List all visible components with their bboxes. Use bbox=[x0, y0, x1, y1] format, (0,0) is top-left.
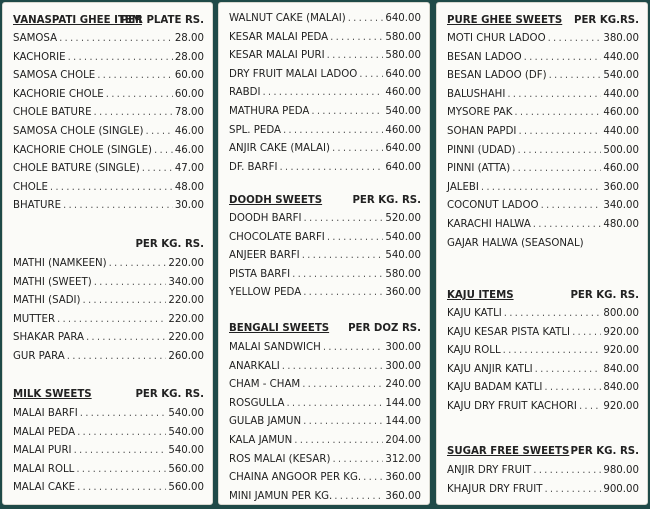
item-price: 460.00 bbox=[385, 124, 421, 136]
dot-leader bbox=[286, 395, 383, 413]
item-price: 48.00 bbox=[174, 181, 204, 193]
dot-leader bbox=[518, 142, 602, 160]
item-name: MYSORE PAK bbox=[447, 107, 513, 119]
item-price: 580.00 bbox=[385, 50, 421, 62]
item-price: 920.00 bbox=[603, 401, 639, 412]
item-name: PINNI (ATTA) bbox=[447, 163, 511, 175]
dot-leader bbox=[283, 122, 383, 140]
vanaspati-ghee-item-header bbox=[13, 12, 204, 30]
item-price: 300.00 bbox=[385, 342, 421, 353]
menu-item bbox=[13, 123, 204, 141]
item-name: MALAI CAKE bbox=[13, 482, 76, 494]
menu-item bbox=[229, 395, 421, 413]
section-0-1-header bbox=[13, 236, 204, 254]
menu-item bbox=[447, 30, 639, 48]
item-name: MALAI PURI bbox=[13, 445, 72, 457]
menu-item bbox=[13, 86, 204, 104]
item-name: RABDI bbox=[229, 87, 261, 99]
dot-leader bbox=[74, 442, 167, 460]
dot-leader bbox=[77, 424, 166, 442]
dot-leader bbox=[57, 311, 166, 329]
item-name: CHOLE bbox=[13, 181, 48, 193]
item-name: KARACHI HALWA bbox=[447, 219, 531, 230]
menu-item bbox=[229, 284, 421, 302]
menu-item bbox=[447, 104, 639, 122]
dot-leader bbox=[544, 379, 601, 397]
item-name: GAJAR HALWA (SEASONAL) bbox=[447, 237, 584, 249]
item-name: CHOLE BATURE bbox=[13, 107, 92, 119]
item-name: DRY FRUIT MALAI LADOO bbox=[229, 68, 358, 80]
item-price: 220.00 bbox=[168, 295, 204, 307]
dot-leader bbox=[541, 197, 602, 215]
dot-leader bbox=[330, 29, 383, 47]
item-name: CHOCOLATE BARFI bbox=[229, 231, 325, 243]
item-name: COCONUT LADOO bbox=[447, 200, 539, 212]
menu-item bbox=[229, 210, 421, 228]
menu-item bbox=[229, 247, 421, 265]
dot-leader bbox=[533, 216, 602, 234]
menu-item bbox=[447, 49, 639, 67]
menu-item bbox=[229, 159, 421, 177]
price-unit-label: PER KG. RS. bbox=[135, 389, 204, 400]
dot-leader bbox=[83, 292, 167, 310]
dot-leader bbox=[544, 481, 601, 499]
item-name: DF. BARFI bbox=[229, 161, 278, 173]
menu-item bbox=[447, 197, 639, 215]
menu-item bbox=[229, 376, 421, 394]
dot-leader bbox=[109, 255, 167, 273]
item-price: 540.00 bbox=[385, 250, 421, 262]
dot-leader bbox=[303, 284, 383, 302]
item-price: 30.00 bbox=[174, 200, 204, 212]
item-price: 47.00 bbox=[174, 163, 204, 175]
item-name: BESAN LADOO bbox=[447, 51, 522, 63]
menu-item bbox=[447, 379, 639, 397]
item-price: 800.00 bbox=[603, 308, 639, 319]
item-name: MALAI ROLL bbox=[13, 463, 75, 475]
item-price: 480.00 bbox=[603, 219, 639, 230]
dot-leader bbox=[323, 339, 384, 357]
menu-item bbox=[229, 266, 421, 284]
menu-item bbox=[13, 142, 204, 160]
price-unit-label: PER KG.RS. bbox=[574, 15, 639, 26]
dot-leader bbox=[282, 358, 384, 376]
sugar-free-sweets-header bbox=[447, 443, 639, 461]
dot-leader bbox=[503, 342, 602, 360]
item-name: KACHORIE CHOLE bbox=[13, 88, 104, 100]
item-name: MUTTER bbox=[13, 313, 56, 325]
menu-item bbox=[447, 160, 639, 178]
item-price: 60.00 bbox=[174, 70, 204, 82]
dot-leader bbox=[348, 10, 384, 28]
menu-item bbox=[447, 361, 639, 379]
item-name: MATHI (SWEET) bbox=[13, 276, 92, 288]
item-name: ANJIR DRY FRUIT bbox=[447, 465, 532, 476]
item-name: KAJU ROLL bbox=[447, 345, 501, 357]
dot-leader bbox=[535, 361, 602, 379]
menu-item bbox=[447, 305, 639, 323]
price-unit-label: PER DOZ RS. bbox=[348, 323, 421, 334]
item-price: 580.00 bbox=[385, 268, 421, 280]
menu-item bbox=[229, 140, 421, 158]
item-price: 312.00 bbox=[385, 453, 421, 465]
menu-item bbox=[229, 66, 421, 84]
dot-leader bbox=[142, 160, 173, 178]
item-price: 360.00 bbox=[385, 472, 421, 484]
kaju-items-header bbox=[447, 287, 639, 305]
menu-item bbox=[13, 329, 204, 347]
item-name: ROSGULLA bbox=[229, 397, 285, 409]
dot-leader bbox=[304, 210, 384, 228]
section-title: PURE GHEE SWEETS bbox=[447, 15, 563, 26]
menu-item bbox=[229, 103, 421, 121]
item-price: 540.00 bbox=[385, 231, 421, 243]
item-name: KAJU ANJIR KATLI bbox=[447, 363, 533, 375]
item-price: 560.00 bbox=[168, 463, 204, 475]
item-name: BESAN LADOO (DF) bbox=[447, 70, 547, 82]
dot-leader bbox=[86, 329, 166, 347]
item-name: KAJU KESAR PISTA KATLI bbox=[447, 326, 571, 338]
menu-item bbox=[13, 179, 204, 197]
menu-item bbox=[447, 142, 639, 160]
item-name: MATHI (SADI) bbox=[13, 295, 81, 307]
dot-leader bbox=[549, 67, 602, 85]
item-price: 560.00 bbox=[168, 482, 204, 494]
item-price: 440.00 bbox=[603, 51, 639, 63]
item-price: 840.00 bbox=[603, 363, 639, 375]
item-name: KHAJUR DRY FRUIT bbox=[447, 483, 543, 495]
item-price: 60.00 bbox=[174, 88, 204, 100]
menu-item bbox=[13, 479, 204, 497]
item-name: MALAI SANDWICH bbox=[229, 342, 321, 353]
menu-item bbox=[13, 104, 204, 122]
item-name: SAMOSA CHOLE (SINGLE) bbox=[13, 126, 144, 137]
item-price: 46.00 bbox=[174, 144, 204, 156]
section-title: MILK SWEETS bbox=[13, 389, 92, 400]
dot-leader bbox=[507, 86, 601, 104]
item-name: MATHURA PEDA bbox=[229, 106, 310, 117]
dot-leader bbox=[77, 479, 166, 497]
dot-leader bbox=[504, 305, 602, 323]
item-name: KESAR MALAI PURI bbox=[229, 50, 325, 62]
item-price: 460.00 bbox=[603, 107, 639, 119]
pure-ghee-sweets-header bbox=[447, 12, 639, 30]
item-price: 640.00 bbox=[385, 68, 421, 80]
menu-item bbox=[229, 47, 421, 65]
item-price: 204.00 bbox=[385, 435, 421, 446]
menu-item bbox=[13, 424, 204, 442]
dot-leader bbox=[533, 462, 601, 480]
dot-leader bbox=[80, 405, 167, 423]
dot-leader bbox=[332, 140, 383, 158]
item-price: 640.00 bbox=[385, 13, 421, 24]
item-name: ROS MALAI (KESAR) bbox=[229, 453, 331, 465]
dot-leader bbox=[262, 84, 383, 102]
menu-column-1 bbox=[2, 2, 213, 505]
dot-leader bbox=[279, 159, 383, 177]
dot-leader bbox=[359, 66, 383, 84]
menu-item bbox=[229, 10, 421, 28]
menu-item bbox=[229, 413, 421, 431]
dot-leader bbox=[327, 47, 384, 65]
item-price: 500.00 bbox=[603, 144, 639, 156]
menu-item bbox=[13, 67, 204, 85]
item-name: WALNUT CAKE (MALAI) bbox=[229, 13, 346, 24]
price-unit-label: PER KG. RS. bbox=[135, 239, 204, 250]
item-price: 360.00 bbox=[385, 490, 421, 502]
item-name: PINNI (UDAD) bbox=[447, 144, 516, 156]
dot-leader bbox=[63, 197, 173, 215]
menu-item bbox=[229, 358, 421, 376]
menu-item bbox=[229, 229, 421, 247]
item-price: 380.00 bbox=[603, 33, 639, 44]
item-price: 920.00 bbox=[603, 345, 639, 357]
menu-item bbox=[447, 462, 639, 480]
item-name: BHATURE bbox=[13, 200, 62, 212]
item-name: SPL. PEDA bbox=[229, 124, 281, 136]
item-price: 460.00 bbox=[385, 87, 421, 99]
dot-leader bbox=[94, 104, 173, 122]
price-unit-label: PER KG. RS. bbox=[352, 195, 421, 206]
menu-item bbox=[13, 255, 204, 273]
item-price: 220.00 bbox=[168, 313, 204, 325]
item-price: 460.00 bbox=[603, 163, 639, 175]
item-price: 440.00 bbox=[603, 126, 639, 137]
menu-column-2 bbox=[218, 2, 430, 505]
item-name: KALA JAMUN bbox=[229, 435, 293, 446]
item-name: SAMOSA bbox=[13, 33, 58, 44]
menu-item bbox=[229, 339, 421, 357]
dot-leader bbox=[146, 123, 173, 141]
menu-item bbox=[447, 481, 639, 499]
menu-item bbox=[13, 348, 204, 366]
dot-leader bbox=[68, 49, 173, 67]
item-name: ANJEER BARFI bbox=[229, 250, 300, 262]
item-name: MALAI PEDA bbox=[13, 426, 76, 438]
dot-leader bbox=[579, 398, 601, 416]
item-name: GUR PARA bbox=[13, 351, 65, 362]
dot-leader bbox=[327, 229, 384, 247]
item-name: MOTI CHUR LADOO bbox=[447, 33, 546, 44]
dot-leader bbox=[154, 142, 173, 160]
menu-item bbox=[13, 30, 204, 48]
menu-item bbox=[13, 197, 204, 215]
menu-item bbox=[13, 405, 204, 423]
menu-item bbox=[13, 160, 204, 178]
item-price: 580.00 bbox=[385, 31, 421, 43]
item-price: 46.00 bbox=[174, 126, 204, 137]
section-title: BENGALI SWEETS bbox=[229, 323, 330, 334]
item-price: 300.00 bbox=[385, 360, 421, 372]
item-name: MALAI BARFI bbox=[13, 408, 78, 419]
item-price: 340.00 bbox=[603, 200, 639, 212]
dot-leader bbox=[294, 432, 383, 450]
menu-item bbox=[229, 84, 421, 102]
dot-leader bbox=[524, 49, 602, 67]
dot-leader bbox=[514, 104, 601, 122]
menu-item bbox=[229, 122, 421, 140]
dot-leader bbox=[94, 274, 167, 292]
item-name: BALUSHAHI bbox=[447, 88, 506, 100]
item-price: 840.00 bbox=[603, 382, 639, 394]
dot-leader bbox=[311, 103, 383, 121]
item-price: 78.00 bbox=[174, 107, 204, 119]
item-name: SHAKAR PARA bbox=[13, 332, 84, 344]
item-name: SAMOSA CHOLE bbox=[13, 70, 96, 82]
item-name: JALEBI bbox=[447, 181, 479, 193]
item-name: YELLOW PEDA bbox=[229, 287, 302, 299]
item-price: 540.00 bbox=[168, 445, 204, 457]
item-price: 260.00 bbox=[168, 351, 204, 362]
item-name: KAJU KATLI bbox=[447, 308, 502, 319]
menu-item bbox=[229, 469, 421, 487]
item-price: 640.00 bbox=[385, 143, 421, 155]
dot-leader bbox=[363, 469, 383, 487]
price-unit-label: PER PLATE RS. bbox=[120, 15, 204, 26]
item-price: 540.00 bbox=[603, 70, 639, 82]
menu-item bbox=[13, 311, 204, 329]
item-name: DOODH BARFI bbox=[229, 213, 302, 224]
price-unit-label: PER KG. RS. bbox=[570, 446, 639, 457]
item-name: KESAR MALAI PEDA bbox=[229, 31, 329, 43]
menu-item bbox=[447, 67, 639, 85]
dot-leader bbox=[332, 451, 383, 469]
item-name: MATHI (NAMKEEN) bbox=[13, 258, 107, 269]
section-title: VANASPATI GHEE ITEM bbox=[13, 15, 142, 26]
item-price: 360.00 bbox=[385, 287, 421, 299]
item-price: 640.00 bbox=[385, 161, 421, 173]
menu-item bbox=[229, 488, 421, 506]
item-price: 220.00 bbox=[168, 258, 204, 269]
item-name: ANJIR CAKE (MALAI) bbox=[229, 143, 330, 155]
menu-item bbox=[447, 216, 639, 234]
item-price: 360.00 bbox=[603, 181, 639, 193]
item-price: 340.00 bbox=[168, 276, 204, 288]
item-name: CHAINA ANGOOR PER KG. bbox=[229, 472, 362, 484]
item-price: 520.00 bbox=[385, 213, 421, 224]
section-title: KAJU ITEMS bbox=[447, 290, 514, 301]
dot-leader bbox=[292, 266, 383, 284]
dot-leader bbox=[302, 376, 383, 394]
menu-column-3 bbox=[436, 2, 648, 505]
item-name: GULAB JAMUN bbox=[229, 416, 302, 428]
item-name: CHOLE BATURE (SINGLE) bbox=[13, 163, 140, 175]
menu-item bbox=[13, 274, 204, 292]
section-title: DOODH SWEETS bbox=[229, 195, 323, 206]
menu-item bbox=[447, 324, 639, 342]
dot-leader bbox=[76, 461, 166, 479]
item-price: 440.00 bbox=[603, 88, 639, 100]
item-price: 920.00 bbox=[603, 326, 639, 338]
item-name: KACHORIE bbox=[13, 51, 66, 63]
doodh-sweets-header bbox=[229, 192, 421, 210]
item-name: ANARKALI bbox=[229, 360, 280, 372]
item-price: 240.00 bbox=[385, 379, 421, 391]
item-price: 144.00 bbox=[385, 416, 421, 428]
dot-leader bbox=[50, 179, 173, 197]
price-unit-label: PER KG. RS. bbox=[570, 290, 639, 301]
menu-item bbox=[229, 451, 421, 469]
dot-leader bbox=[572, 324, 601, 342]
menu-item bbox=[447, 398, 639, 416]
item-price: 540.00 bbox=[385, 106, 421, 117]
item-name: KAJU BADAM KATLI bbox=[447, 382, 543, 394]
dot-leader bbox=[302, 247, 384, 265]
bengali-sweets-header bbox=[229, 320, 421, 338]
item-name: SOHAN PAPDI bbox=[447, 126, 517, 137]
item-price: 900.00 bbox=[603, 483, 639, 495]
menu-item bbox=[447, 235, 639, 253]
item-name: KACHORIE CHOLE (SINGLE) bbox=[13, 144, 153, 156]
menu-item bbox=[229, 432, 421, 450]
menu-item bbox=[13, 292, 204, 310]
item-price: 980.00 bbox=[603, 465, 639, 476]
dot-leader bbox=[303, 413, 383, 431]
menu-item bbox=[447, 123, 639, 141]
dot-leader bbox=[67, 348, 167, 366]
dot-leader bbox=[106, 86, 173, 104]
menu-item bbox=[447, 179, 639, 197]
item-price: 28.00 bbox=[174, 33, 204, 44]
dot-leader bbox=[97, 67, 173, 85]
dot-leader bbox=[481, 179, 601, 197]
item-name: KAJU DRY FRUIT KACHORI bbox=[447, 401, 577, 412]
item-price: 144.00 bbox=[385, 397, 421, 409]
dot-leader bbox=[334, 488, 383, 506]
menu-item bbox=[13, 442, 204, 460]
item-price: 220.00 bbox=[168, 332, 204, 344]
item-name: PISTA BARFI bbox=[229, 268, 291, 280]
menu-item bbox=[447, 86, 639, 104]
menu-item bbox=[229, 29, 421, 47]
dot-leader bbox=[512, 160, 601, 178]
item-name: MINI JAMUN PER KG. bbox=[229, 490, 333, 502]
dot-leader bbox=[59, 30, 173, 48]
item-price: 540.00 bbox=[168, 408, 204, 419]
dot-leader bbox=[548, 30, 602, 48]
item-name: CHAM - CHAM bbox=[229, 379, 301, 391]
item-price: 28.00 bbox=[174, 51, 204, 63]
menu-item bbox=[447, 342, 639, 360]
menu-item bbox=[13, 461, 204, 479]
menu-item bbox=[13, 49, 204, 67]
section-title: SUGAR FREE SWEETS bbox=[447, 446, 570, 457]
item-price: 540.00 bbox=[168, 426, 204, 438]
milk-sweets-header bbox=[13, 386, 204, 404]
dot-leader bbox=[518, 123, 601, 141]
